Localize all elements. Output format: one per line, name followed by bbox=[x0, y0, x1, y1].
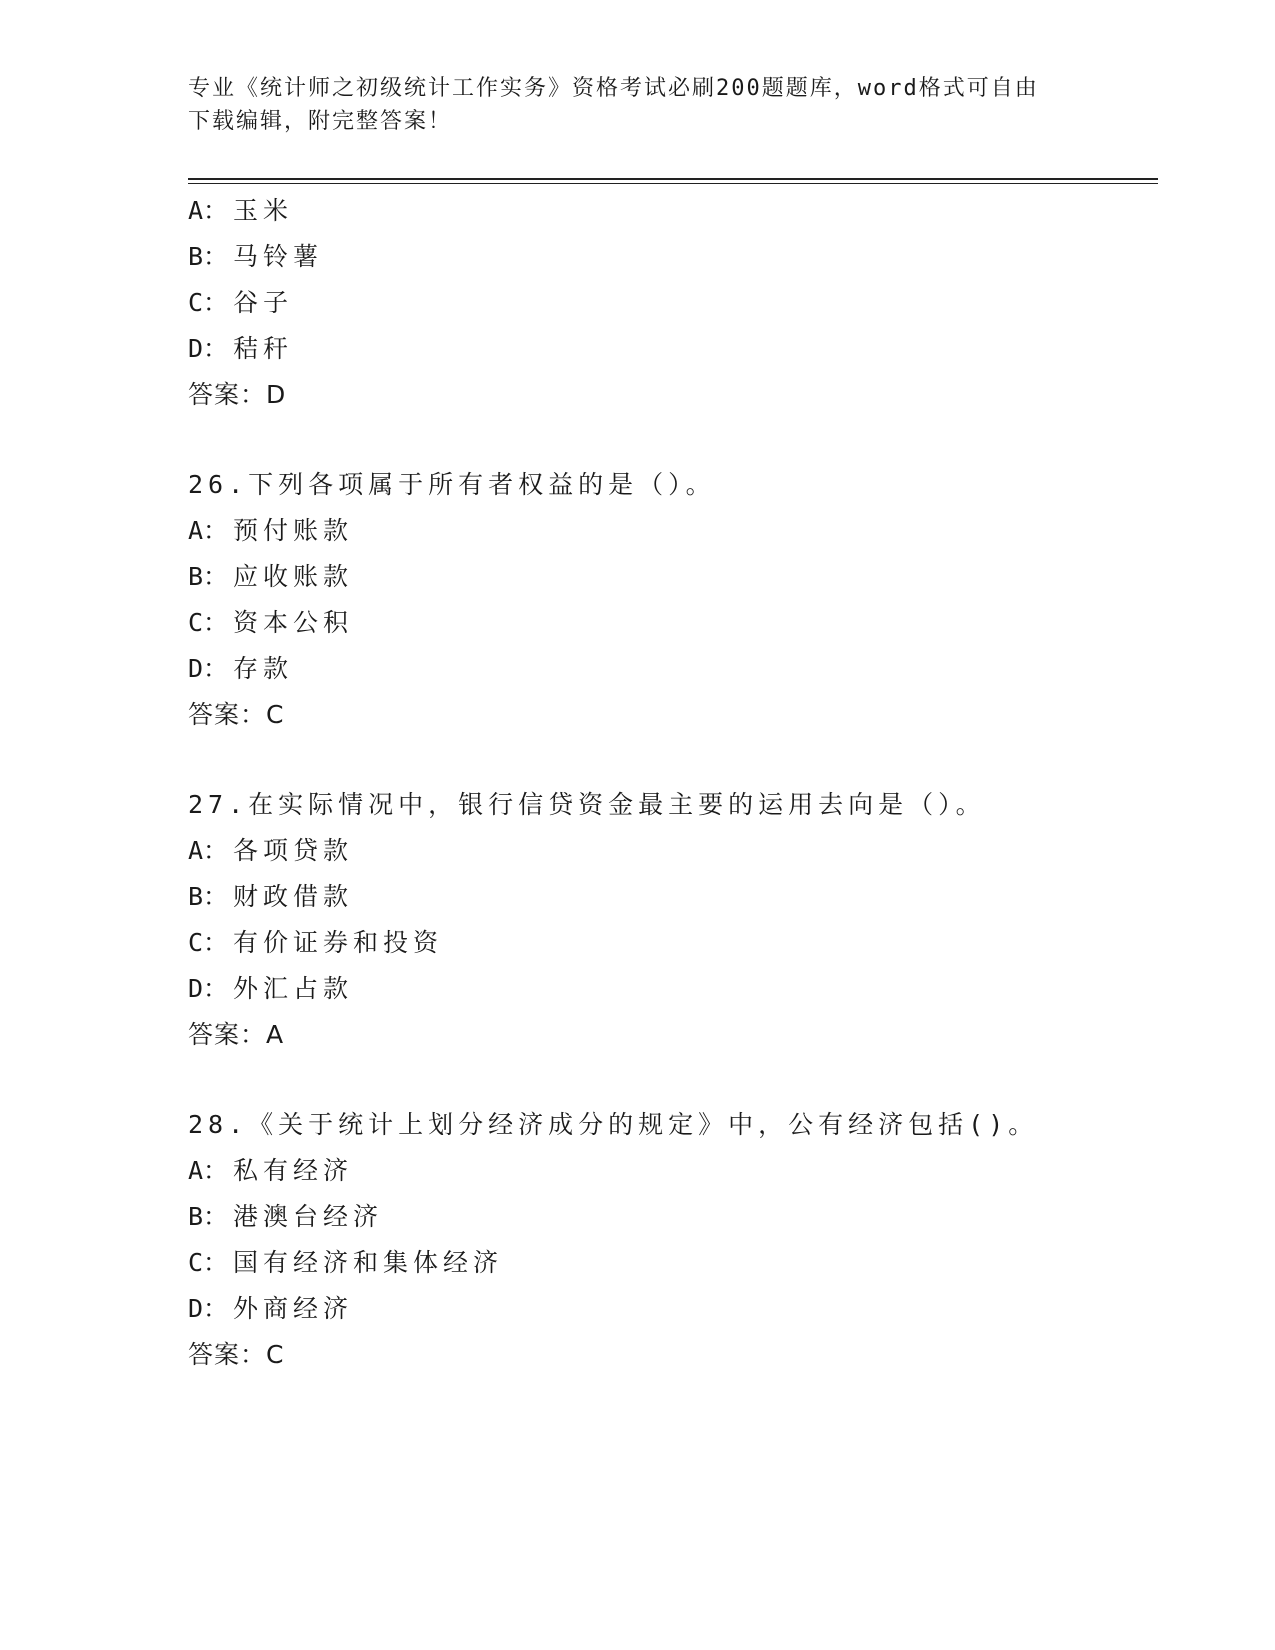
option-text: 玉米 bbox=[233, 196, 294, 225]
option-letter: C： bbox=[188, 1248, 229, 1277]
option-text: 国有经济和集体经济 bbox=[233, 1248, 504, 1277]
document-header bbox=[188, 72, 1088, 138]
option-d bbox=[188, 646, 1148, 692]
option-letter: B： bbox=[188, 562, 229, 591]
question-text: 26.下列各项属于所有者权益的是（）。 bbox=[188, 470, 716, 499]
option-letter: D： bbox=[188, 974, 229, 1003]
option-text: 港澳台经济 bbox=[233, 1202, 384, 1231]
option-letter: C： bbox=[188, 288, 229, 317]
option-c bbox=[188, 1240, 1148, 1286]
question-text: 27.在实际情况中，银行信贷资金最主要的运用去向是（）。 bbox=[188, 790, 986, 819]
option-letter: D： bbox=[188, 334, 229, 363]
question-text: 28.《关于统计上划分经济成分的规定》中，公有经济包括()。 bbox=[188, 1110, 1039, 1139]
answer-line: 答案：A bbox=[188, 1020, 285, 1049]
question-block-25 bbox=[188, 188, 1148, 418]
option-c bbox=[188, 280, 1148, 326]
spacer bbox=[188, 1058, 1148, 1102]
option-b bbox=[188, 554, 1148, 600]
option-letter: A： bbox=[188, 516, 229, 545]
option-text: 资本公积 bbox=[233, 608, 354, 637]
option-text: 马铃薯 bbox=[233, 242, 324, 271]
option-text: 有价证券和投资 bbox=[233, 928, 444, 957]
answer-line: 答案：C bbox=[188, 1340, 285, 1369]
option-letter: A： bbox=[188, 836, 229, 865]
option-text: 应收账款 bbox=[233, 562, 354, 591]
option-b bbox=[188, 1194, 1148, 1240]
option-a bbox=[188, 188, 1148, 234]
option-text: 各项贷款 bbox=[233, 836, 354, 865]
option-text: 预付账款 bbox=[233, 516, 354, 545]
option-d bbox=[188, 1286, 1148, 1332]
option-text: 私有经济 bbox=[233, 1156, 354, 1185]
option-letter: B： bbox=[188, 1202, 229, 1231]
header-divider-thin bbox=[188, 183, 1158, 184]
option-b bbox=[188, 874, 1148, 920]
answer-line: 答案：D bbox=[188, 380, 287, 409]
option-text: 外商经济 bbox=[233, 1294, 354, 1323]
header-divider-thick bbox=[188, 178, 1158, 180]
option-text: 存款 bbox=[233, 654, 294, 683]
option-text: 秸秆 bbox=[233, 334, 294, 363]
option-a bbox=[188, 508, 1148, 554]
option-letter: D： bbox=[188, 1294, 229, 1323]
option-letter: B： bbox=[188, 242, 229, 271]
option-letter: C： bbox=[188, 928, 229, 957]
question-block-28 bbox=[188, 1102, 1148, 1378]
option-letter: A： bbox=[188, 1156, 229, 1185]
answer-line: 答案：C bbox=[188, 700, 285, 729]
option-c bbox=[188, 600, 1148, 646]
question-block-27 bbox=[188, 782, 1148, 1058]
option-letter: A： bbox=[188, 196, 229, 225]
option-text: 谷子 bbox=[233, 288, 294, 317]
question-list bbox=[188, 188, 1148, 1378]
question-block-26 bbox=[188, 462, 1148, 738]
option-c bbox=[188, 920, 1148, 966]
option-text: 外汇占款 bbox=[233, 974, 354, 1003]
option-a bbox=[188, 828, 1148, 874]
option-letter: D： bbox=[188, 654, 229, 683]
option-d bbox=[188, 966, 1148, 1012]
option-letter: B： bbox=[188, 882, 229, 911]
header-line-2: 下载编辑，附完整答案！ bbox=[188, 109, 453, 134]
spacer bbox=[188, 738, 1148, 782]
option-b bbox=[188, 234, 1148, 280]
option-text: 财政借款 bbox=[233, 882, 354, 911]
option-letter: C： bbox=[188, 608, 229, 637]
option-d bbox=[188, 326, 1148, 372]
header-line-1: 专业《统计师之初级统计工作实务》资格考试必刷200题题库，word格式可自由 bbox=[188, 76, 1039, 101]
option-a bbox=[188, 1148, 1148, 1194]
spacer bbox=[188, 418, 1148, 462]
